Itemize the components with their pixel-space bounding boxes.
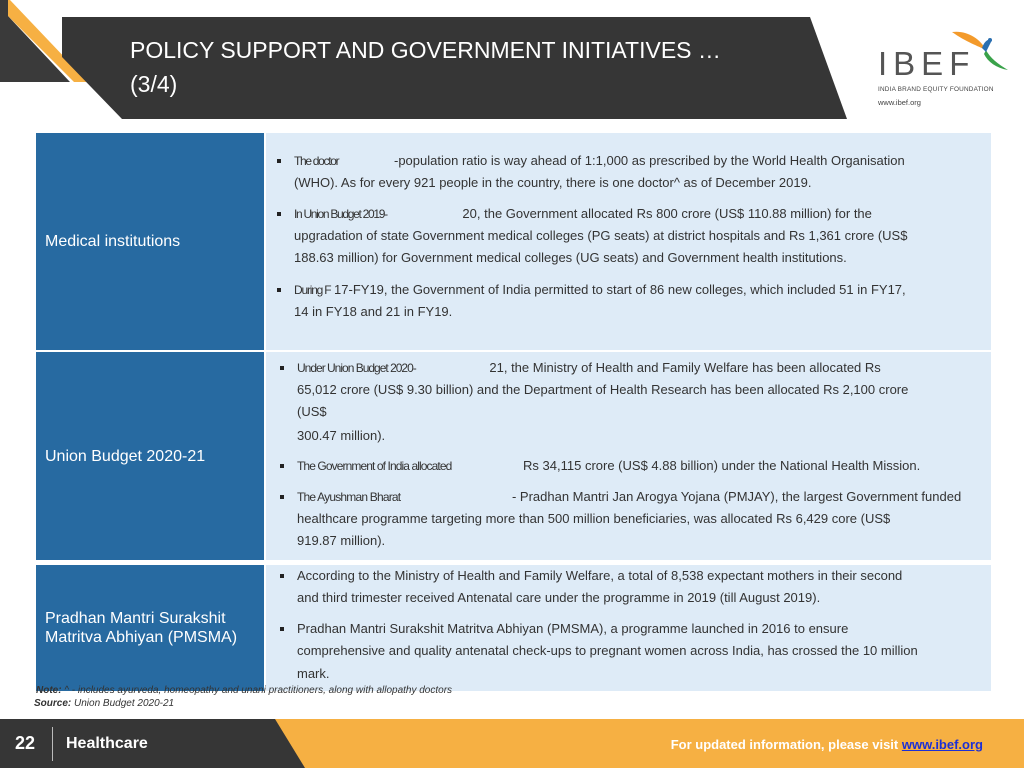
bullet-item: The Ayushman Bharat - Pradhan Mantri Jan Arogya Yojana (PMJAY), the largest Government funded — [297, 486, 961, 508]
bullet-item: Under Union Budget 2020- 21, the Ministry of Health and Family Welfare has been allocated Rs — [297, 357, 881, 379]
bullet-continuation: 188.63 million) for Government medical colleges (UG seats) and Government health institutions. — [294, 250, 847, 265]
logo-url: www.ibef.org — [878, 98, 921, 107]
row-body — [266, 565, 991, 691]
bullet-item: According to the Ministry of Health and Family Welfare, a total of 8,538 expectant mothers in their second — [297, 565, 977, 587]
bullet-continuation: and third trimester received Antenatal care under the programme in 2019 (till August 2019). — [297, 590, 821, 605]
row-medical-institutions — [36, 133, 991, 350]
row-union-budget — [36, 352, 991, 560]
row-label: Medical institutions — [36, 133, 264, 350]
bullet-item: Pradhan Mantri Surakshit Matritva Abhiyan (PMSMA), a programme launched in 2016 to ensure — [297, 618, 977, 640]
logo-subtitle: INDIA BRAND EQUITY FOUNDATION — [878, 86, 994, 93]
bullet-item: The Government of India allocated Rs 34,115 crore (US$ 4.88 billion) under the National Health Mission. — [297, 455, 920, 477]
bullet-continuation: 919.87 million). — [297, 533, 386, 548]
page-title-line1: POLICY SUPPORT AND GOVERNMENT INITIATIVES … — [130, 37, 721, 63]
logo-wordmark: IBEF — [878, 45, 976, 82]
bullet-continuation: 300.47 million). — [297, 428, 386, 443]
note-text: Note: ^ - includes ayurveda, homeopathy and unani practitioners, along with allopathy doctors — [36, 685, 453, 696]
bullet-continuation: (US$ — [297, 404, 327, 419]
bullet-continuation: 14 in FY18 and 21 in FY19. — [294, 304, 453, 319]
bullet-item: During F 17-FY19, the Government of India permitted to start of 86 new colleges, which included 51 in FY17, — [294, 279, 906, 301]
bullet-item: In Union Budget 2019- 20, the Government allocated Rs 800 crore (US$ 110.88 million) for the — [294, 203, 872, 225]
bullet-continuation: 65,012 crore (US$ 9.30 billion) and the Department of Health Research has been allocated Rs 2,100 crore — [297, 382, 909, 397]
footer-info: For updated information, please visit www.ibef.org — [670, 737, 983, 752]
row-pmsma — [36, 565, 991, 691]
row-body — [266, 352, 991, 560]
bullet-continuation: (WHO). As for every 921 people in the country, there is one doctor^ as of December 2019. — [294, 175, 812, 190]
source-text: Source: Union Budget 2020-21 — [34, 698, 175, 709]
page-title-line2: (3/4) — [130, 71, 178, 97]
bullet-continuation: upgradation of state Government medical colleges (PG seats) at district hospitals and Rs 1,361 crore (US$ — [294, 228, 908, 243]
row-body — [266, 133, 991, 350]
bullet-continuation: mark. — [297, 666, 330, 681]
footer-dark-panel — [0, 719, 305, 768]
bullet-continuation: comprehensive and quality antenatal check-ups to pregnant women across India, has crossed the 10 million — [297, 643, 918, 658]
row-label: Union Budget 2020-21 — [36, 352, 264, 560]
page-title — [130, 33, 810, 101]
footer-section-title: Healthcare — [66, 735, 148, 752]
bird-logo-icon — [946, 28, 1010, 78]
page-number: 22 — [15, 733, 36, 753]
row-label: Pradhan Mantri Surakshit Matritva Abhiyan (PMSMA) — [36, 565, 264, 691]
footer-divider — [52, 727, 53, 761]
ibef-link[interactable]: www.ibef.org — [901, 737, 983, 752]
bullet-item: The doctor -population ratio is way ahead of 1:1,000 as prescribed by the World Health Organisation — [294, 150, 905, 172]
bullet-continuation: healthcare programme targeting more than 500 million beneficiaries, was allocated Rs 6,429 core (US$ — [297, 511, 891, 526]
